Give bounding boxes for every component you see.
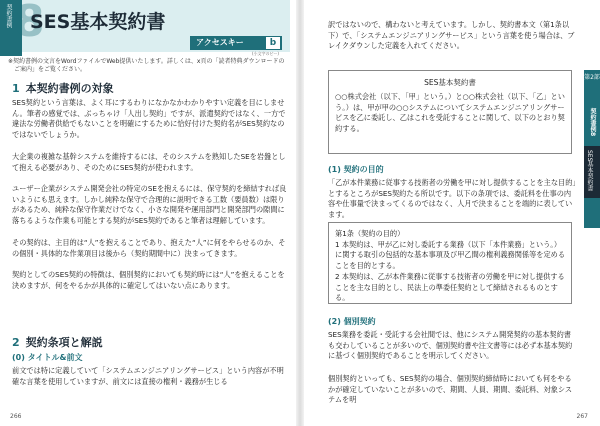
paragraph: SES契約という言葉は、よく耳にするわりになかなかわかりやすい定義を目にしません。筆者の感覚では、ぶっちゃけ「人出し契約」ですが、派遣契約ではなく、一方で違法な労働者供給でもないことを明確にするために恰好付けた契約名がSES契約なのではないでしょうか。 (12, 98, 286, 140)
contract-title: SES基本契約書 (424, 78, 476, 87)
access-key-label: アクセスキー (196, 38, 244, 47)
chapter-number: 8 (14, 0, 45, 47)
book-gutter (296, 0, 304, 426)
article-title: 第1条（契約の目的） (335, 229, 405, 238)
contract-box-title (328, 70, 572, 154)
page-number-right: 267 (576, 413, 588, 420)
section1-heading (12, 80, 114, 96)
paragraph: 契約としてのSES契約の特徴は、個別契約においても契約時には“人”を抱えることを決めますが、何をやるかが具体的に確定してはいない点にあります。 (12, 270, 285, 290)
section2-subheading: (0) タイトル&前文 (12, 353, 83, 362)
side-tab-dark (584, 146, 600, 198)
paragraph: 前文では特に定義していて「システムエンジニアリングサービス」という内容が不明確な言葉を使用していますが、前文には直接の権利・義務が生じる (12, 366, 284, 386)
note-line: ご案内」をご覧ください。 (14, 66, 87, 73)
chapter-header (0, 0, 290, 52)
download-note (8, 58, 290, 74)
side-tab-dark-label: SES基本契約書 (586, 150, 593, 192)
section1-number: 1 (12, 82, 20, 95)
contract-preamble: ○○株式会社（以下、「甲」という。）と○○株式会社（以下、「乙」という。）は、甲が甲の○○システムについてシステムエンジニアリングサービスを乙に委託し、乙はこれを受託することに関して、以下のとおり契約する。 (335, 92, 565, 134)
article-item: 1 本契約は、甲が乙に対し委託する業務（以下「本件業務」という。）に関する取引の包括的な基本事項及び甲乙間の権利義務関係等を定めることを目的とする。 (335, 239, 566, 271)
section2-title: 契約条項と解説 (25, 336, 103, 349)
page-number-left: 266 (10, 413, 22, 420)
chapter-title: SES基本契約書 (30, 11, 166, 33)
side-tab-part: 第2部 (584, 74, 600, 81)
paragraph: ユーザー企業がシステム開発会社の特定のSEを抱えるには、保守契約を締結すれば良いようにも思えます。しかし純粋な保守で合理的に説明できる工数（要員数）は限りがあるため、純粋な保守作業だけでなく、小さな開発や運用部門と開発部門の隙間に落ちるような作業も可能とする契約がSES契約であると筆者は理解しています。 (12, 184, 287, 226)
paragraph: その契約は、主目的は“人”を抱えることであり、抱えた“人”に何をやらせるのか、その個別・具体的な作業項目は後から（契約期間中に）決まってきます。 (12, 238, 286, 258)
right-page (304, 0, 600, 426)
paragraph: 個別契約といっても、SES契約の場合、個別契約締結時においても何をやるかが確定していないことが多いので、期間、人員、期間、委託料、対象システムを明 (328, 374, 573, 405)
paragraph: 「乙が本件業務に従事する技術者の労働を甲に対し提供することを主な目的」とするところがSES契約たる所以です。以下の条項では、委託料を仕事の内容や仕事量で決まってくるのではなく、人月で決まることを端的に表しています。 (328, 178, 576, 220)
article-item: 2 本契約は、乙が本件業務に従事する技術者の労働を甲に対し提供することを主な目的とし、民法上の準委任契約として締結されるものとする。 (335, 271, 565, 303)
section1-title: 本契約書例の対象 (25, 82, 114, 95)
paragraph: 訳ではないので、構わないと考えています。しかし、契約書本文（第1条以下）で、「システムエンジニアリングサービス」という言葉を使う場合は、ブレイクダウンした定義を入れてください。 (328, 20, 575, 51)
side-tab-label: 契約書例8 (589, 108, 596, 137)
access-key-char: b (266, 37, 280, 49)
access-key-badge (190, 36, 282, 50)
access-key-note: (小文字のビー) (252, 51, 279, 56)
contract-box-article1 (328, 222, 572, 304)
purpose-heading: (1) 契約の目的 (328, 165, 384, 174)
individual-contract-heading: (2) 個別契約 (328, 317, 376, 326)
note-line: ※契約書例の文言をWordファイルでWeb提供いたします。詳しくは、x頁の「読者特典ダウンロードの (8, 58, 285, 65)
section2-number: 2 (12, 336, 20, 349)
left-page (0, 0, 296, 426)
chapter-badge-label: 契約書例 (5, 4, 12, 28)
section2-heading (12, 334, 103, 350)
paragraph: SES業務を委託・受託する会社間では、他にシステム開発契約の基本契約書も交わしていることが多いので、個別契約書や注文書等には必ず本基本契約に基づく個別契約であることを明示してください。 (328, 330, 573, 361)
paragraph: 大企業の複雑な基幹システムを維持するには、そのシステムを熟知したSEを岩盤として抱える必要があり、そのためにSES契約が使われます。 (12, 152, 286, 172)
